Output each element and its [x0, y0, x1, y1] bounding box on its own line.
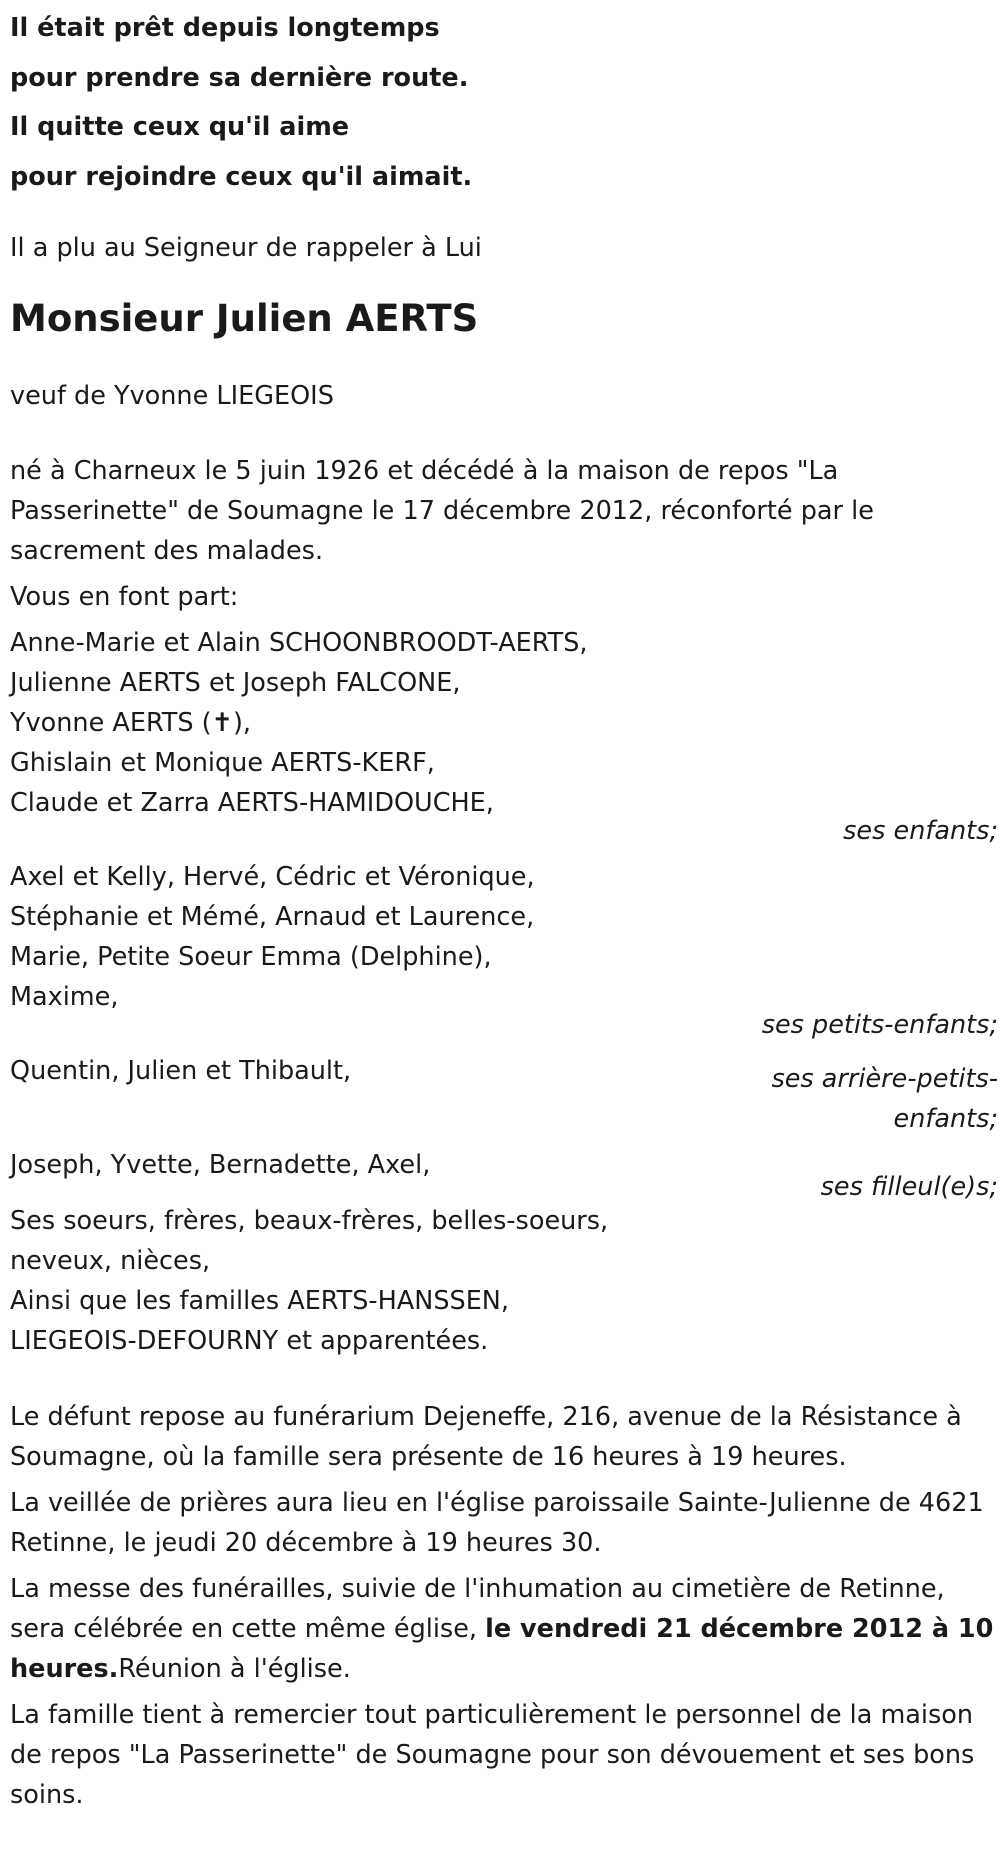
child-name: Claude et Zarra AERTS-HAMIDOUCHE,	[10, 788, 494, 818]
mass-date: le vendredi 21 décembre 2012 à 10 heures.	[10, 1614, 994, 1684]
mass-text-before: La messe des funérailles, suivie de l'inhumation au cimetière de Retinne, sera célébrée en cette même église,	[10, 1574, 945, 1644]
child-name: Anne-Marie et Alain SCHOONBROODT-AERTS,	[10, 628, 588, 658]
child-name: Yvonne AERTS (✝),	[10, 708, 252, 738]
grandchild-name: Axel et Kelly, Hervé, Cédric et Véronique,	[10, 862, 535, 892]
extended-family	[10, 1201, 998, 1361]
grandchild-name: Marie, Petite Soeur Emma (Delphine),	[10, 942, 492, 972]
mass-text	[10, 1569, 998, 1689]
announce-text: Vous en font part:	[10, 582, 239, 612]
great-grandchildren-role	[771, 1059, 998, 1139]
intro-text: Il a plu au Seigneur de rappeler à Lui	[10, 233, 482, 263]
family-line: neveux, nièces,	[10, 1246, 211, 1276]
family-line: LIEGEOIS-DEFOURNY et apparentées.	[10, 1326, 489, 1356]
role-line: ses arrière-petits-	[771, 1064, 998, 1094]
child-name: Ghislain et Monique AERTS-KERF,	[10, 748, 435, 778]
poem-line: Il était prêt depuis longtemps	[10, 13, 440, 43]
godchild-name: Joseph, Yvette, Bernadette, Axel,	[10, 1150, 431, 1180]
thanks-text: La famille tient à remercier tout particulièrement le personnel de la maison de repos "La Passerinette" de Soumagne pour son dévouement et ses bons soins.	[10, 1700, 975, 1810]
child-name: Julienne AERTS et Joseph FALCONE,	[10, 668, 461, 698]
opening-poem	[10, 4, 998, 202]
role-line: enfants;	[893, 1104, 998, 1134]
family-line: Ses soeurs, frères, beaux-frères, belles-soeurs,	[10, 1206, 609, 1236]
godchildren-role: ses filleul(e)s;	[820, 1172, 998, 1202]
grandchild-name: Maxime,	[10, 982, 119, 1012]
grandchildren-role: ses petits-enfants;	[761, 1010, 998, 1040]
children-group	[10, 623, 998, 851]
birth-death-text: né à Charneux le 5 juin 1926 et décédé à la maison de repos "La Passerinette" de Soumagne le 17 décembre 2012, réconforté par le sacrement des malades.	[10, 456, 874, 566]
godchildren-group	[10, 1145, 998, 1202]
poem-line: Il quitte ceux qu'il aime	[10, 112, 350, 142]
poem-line: pour rejoindre ceux qu'il aimait.	[10, 161, 473, 192]
grandchildren-group	[10, 857, 998, 1045]
deceased-name: Monsieur Julien AERTS	[10, 297, 479, 340]
family-line: Ainsi que les familles AERTS-HANSSEN,	[10, 1286, 509, 1316]
grandchild-name: Stéphanie et Mémé, Arnaud et Laurence,	[10, 902, 535, 932]
great-grandchildren-group	[10, 1051, 998, 1139]
vigil-text: La veillée de prières aura lieu en l'église paroissaile Sainte-Julienne de 4621 Retinne, le jeudi 20 décembre à 19 heures 30.	[10, 1488, 984, 1558]
widow-of: veuf de Yvonne LIEGEOIS	[10, 381, 334, 411]
children-role: ses enfants;	[843, 816, 998, 846]
mass-text-after: Réunion à l'église.	[118, 1654, 351, 1684]
great-grandchild-name: Quentin, Julien et Thibault,	[10, 1056, 352, 1086]
funerarium-text: Le défunt repose au funérarium Dejeneffe, 216, avenue de la Résistance à Soumagne, où la famille sera présente de 16 heures à 19 heures.	[10, 1402, 962, 1472]
poem-line: pour prendre sa dernière route.	[10, 62, 469, 93]
